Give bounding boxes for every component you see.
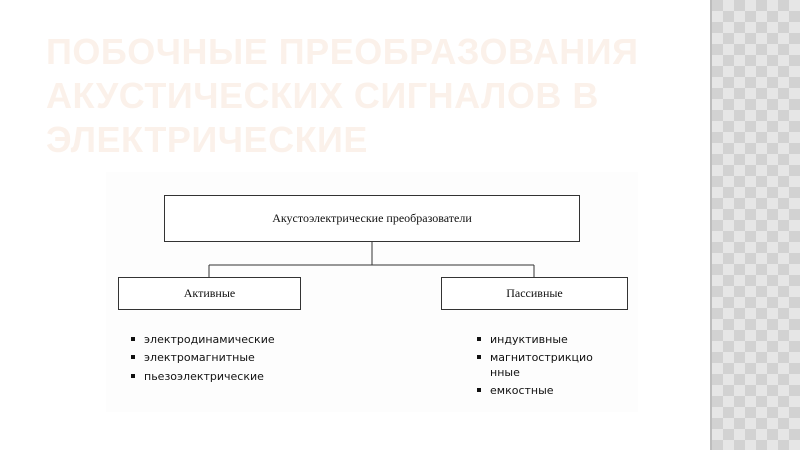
slide-title: ПОБОЧНЫЕ ПРЕОБРАЗОВАНИЯ АКУСТИЧЕСКИХ СИГНАЛОВ В ЭЛЕКТРИЧЕСКИЕ [46,31,639,160]
active-items-list [128,332,313,387]
list-item: электродинамические [128,332,313,347]
root-node [164,195,580,242]
decorative-pattern-panel [712,0,800,450]
classification-diagram [106,172,638,412]
list-item: магнитострикцио нные [474,350,594,380]
active-node-label: Активные [183,286,236,300]
passive-items-list [474,332,594,401]
passive-node [441,277,628,310]
passive-node-label: Пассивные [506,286,563,300]
list-item: индуктивные [474,332,594,347]
list-item: емкостные [474,383,594,398]
list-item: пьезоэлектрические [128,369,313,384]
list-item: электромагнитные [128,350,313,365]
active-node [118,277,301,310]
root-node-label: Акустоэлектрические преобразователи [272,211,472,225]
